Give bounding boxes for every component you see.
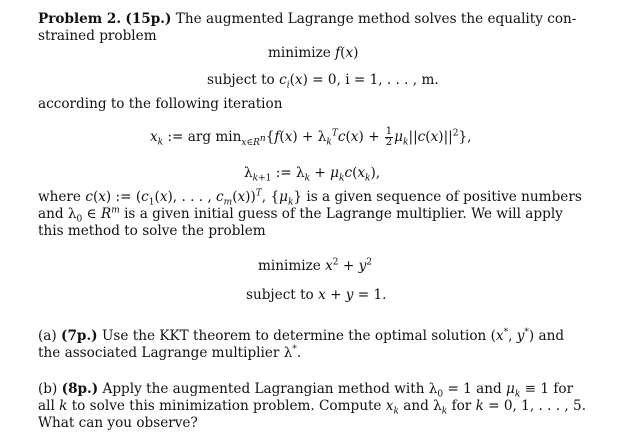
part-a-points: (7p.): [61, 328, 98, 344]
general-constraint: subject to $c_i(x) = 0$, i = 1, . . . , m.: [207, 72, 439, 91]
general-minimize-word: minimize: [268, 45, 331, 61]
part-a: (a) (7p.) Use the KKT theorem to determine the optimal solution (x*, y*) and the associated Lagrange multiplier λ*.: [38, 327, 565, 361]
part-b: (b) (8p.) Apply the augmented Lagrangian method with $\lambda_0 = 1$ and $\mu_k \equiv 1$ for all k to solve this minimization problem. Compute $x_k$ and $\lambda_k$ for k = 0, 1, . . . , 5. What can you observe?: [38, 381, 598, 432]
specific-minimize-word: minimize: [258, 258, 321, 274]
general-objective: minimize f(x): [268, 45, 359, 61]
specific-constraint: subject to x + y = 1.: [246, 287, 387, 303]
part-b-question: What can you observe?: [38, 415, 198, 431]
where-word: where: [38, 189, 81, 205]
argmin-word: arg min: [187, 129, 242, 145]
specific-subject-word: subject to: [246, 287, 314, 303]
iteration-lambda-update: $\lambda_{k+1}$ := $\lambda_k + \mu_kc(x_k)$,: [244, 165, 381, 184]
specific-objective: minimize $x^2 + y^2$: [258, 257, 372, 274]
one-half-fraction: $\frac{1}{2}$: [385, 126, 393, 148]
problem-points: (15p.): [125, 11, 172, 27]
problem-label: Problem 2.: [38, 11, 122, 27]
description: where c(x) := ($c_1(x)$, . . . , $c_m(x))^T$, $\{\mu_k\}$ is a given sequence of positive numbers and $\lambda_0$ ∈ $R^m$ is a given initial guess of the Lagrange multiplier. We will apply this method to solve the problem: [38, 189, 598, 240]
general-subject-word: subject to: [207, 72, 275, 88]
sequence-text: is a given sequence of positive numbers: [306, 189, 582, 205]
iteration-x-update: $x_k$ := arg $\min_{x\in R^n}\{f(x) + \lambda_k^Tc(x)$ + $\frac{1}{2}$ $\mu_k||c(x)||^2$},: [150, 126, 472, 148]
part-b-points: (8p.): [61, 381, 99, 397]
general-constraint-text: = 0, i = 1, . . . , m.: [312, 72, 439, 88]
description-line3: this method to solve the problem: [38, 223, 266, 239]
initial-guess-text: is a given initial guess of the Lagrange multiplier. We will apply: [124, 206, 563, 222]
problem-intro-line2: strained problem: [38, 28, 157, 44]
problem-intro-line1: The augmented Lagrange method solves the equality con-: [175, 11, 577, 27]
iteration-intro: according to the following iteration: [38, 96, 283, 112]
problem-intro: [38, 11, 598, 45]
